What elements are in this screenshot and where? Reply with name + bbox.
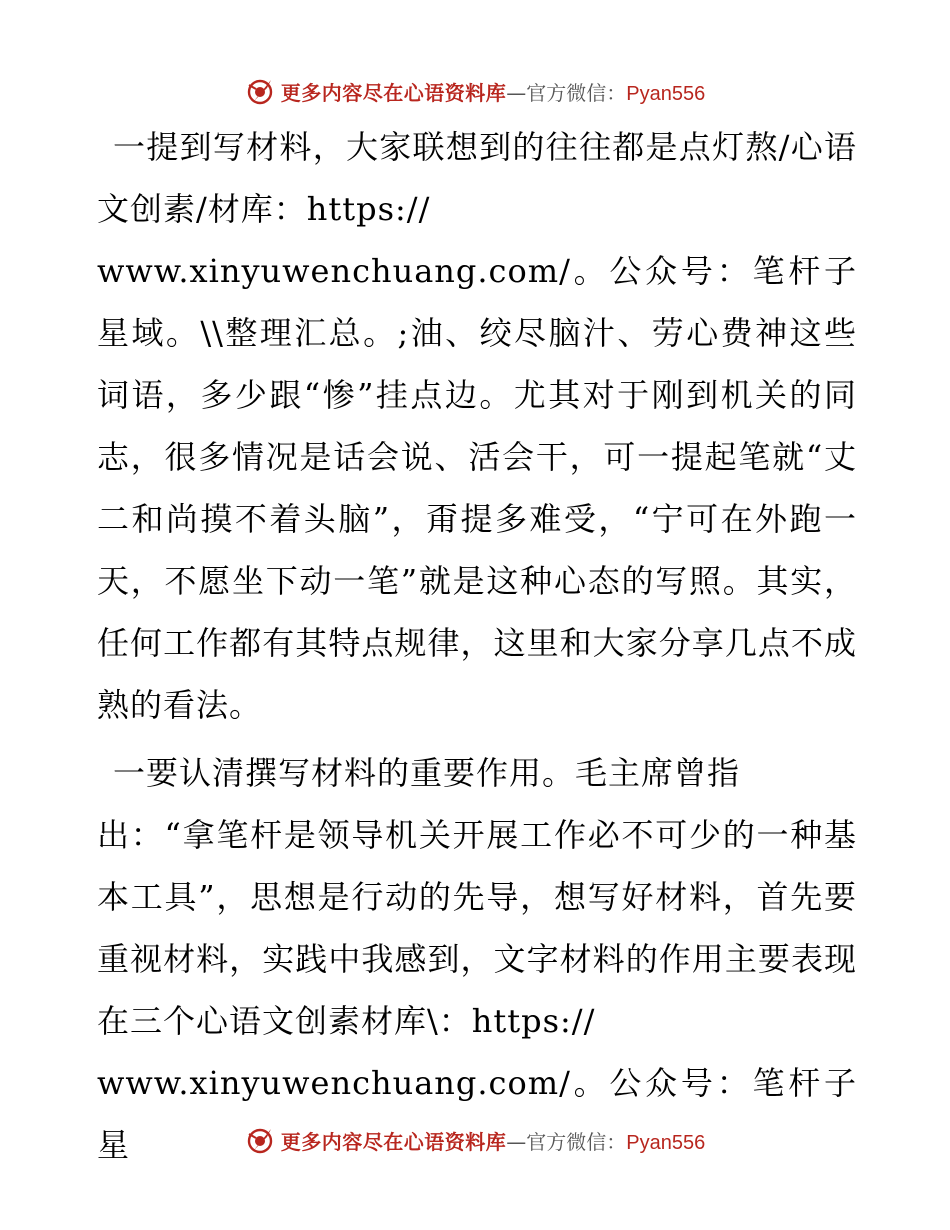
paragraph-2: 一要认清撰写材料的重要作用。毛主席曾指 出：“拿笔杆是领导机关开展工作必不可少的一种基本工具”，思想是行动的先导，想写好材料，首先要重视材料，实践中我感到，文字材料的作用主要表现在三个心语文创素材库\：https:// www.xinyuwenchuang.com/。公众号：笔杆子星 (97, 754, 857, 1164)
banner-wechat-label: 官方微信： (526, 80, 627, 105)
banner-wechat-label: 官方微信： (526, 1129, 627, 1154)
banner-separator: — (506, 80, 527, 105)
paragraph-1: 一提到写材料，大家联想到的往往都是点灯熬/心语文创素/材库：https:// www.xinyuwenchuang.com/。公众号：笔杆子星域。\\整理汇总。;油、绞尽脑汁、劳心费神这些词语，多少跟“惨”挂点边。尤其对于刚到机关的同志，很多情况是话会说、活会干，可一提起笔就“丈二和尚摸不着头脑”，甭提多难受，“宁可在外跑一天，不愿坐下动一笔”就是这种心态的写照。其实，任何工作都有其特点规律，这里和大家分享几点不成熟的看法。 (97, 128, 857, 724)
banner-main-text: 更多内容尽在心语资料库 (280, 1129, 507, 1154)
footer-banner (0, 1120, 950, 1160)
header-banner (0, 71, 950, 111)
quill-pen-circle-icon (245, 76, 275, 106)
banner-text (281, 77, 705, 106)
banner-main-text: 更多内容尽在心语资料库 (280, 80, 507, 105)
quill-pen-circle-icon (245, 1125, 275, 1155)
banner-wechat-id: Pyan556 (626, 1131, 706, 1154)
document-body (97, 116, 857, 1182)
banner-text (281, 1126, 705, 1155)
banner-separator: — (506, 1129, 527, 1154)
banner-wechat-id: Pyan556 (626, 82, 706, 105)
